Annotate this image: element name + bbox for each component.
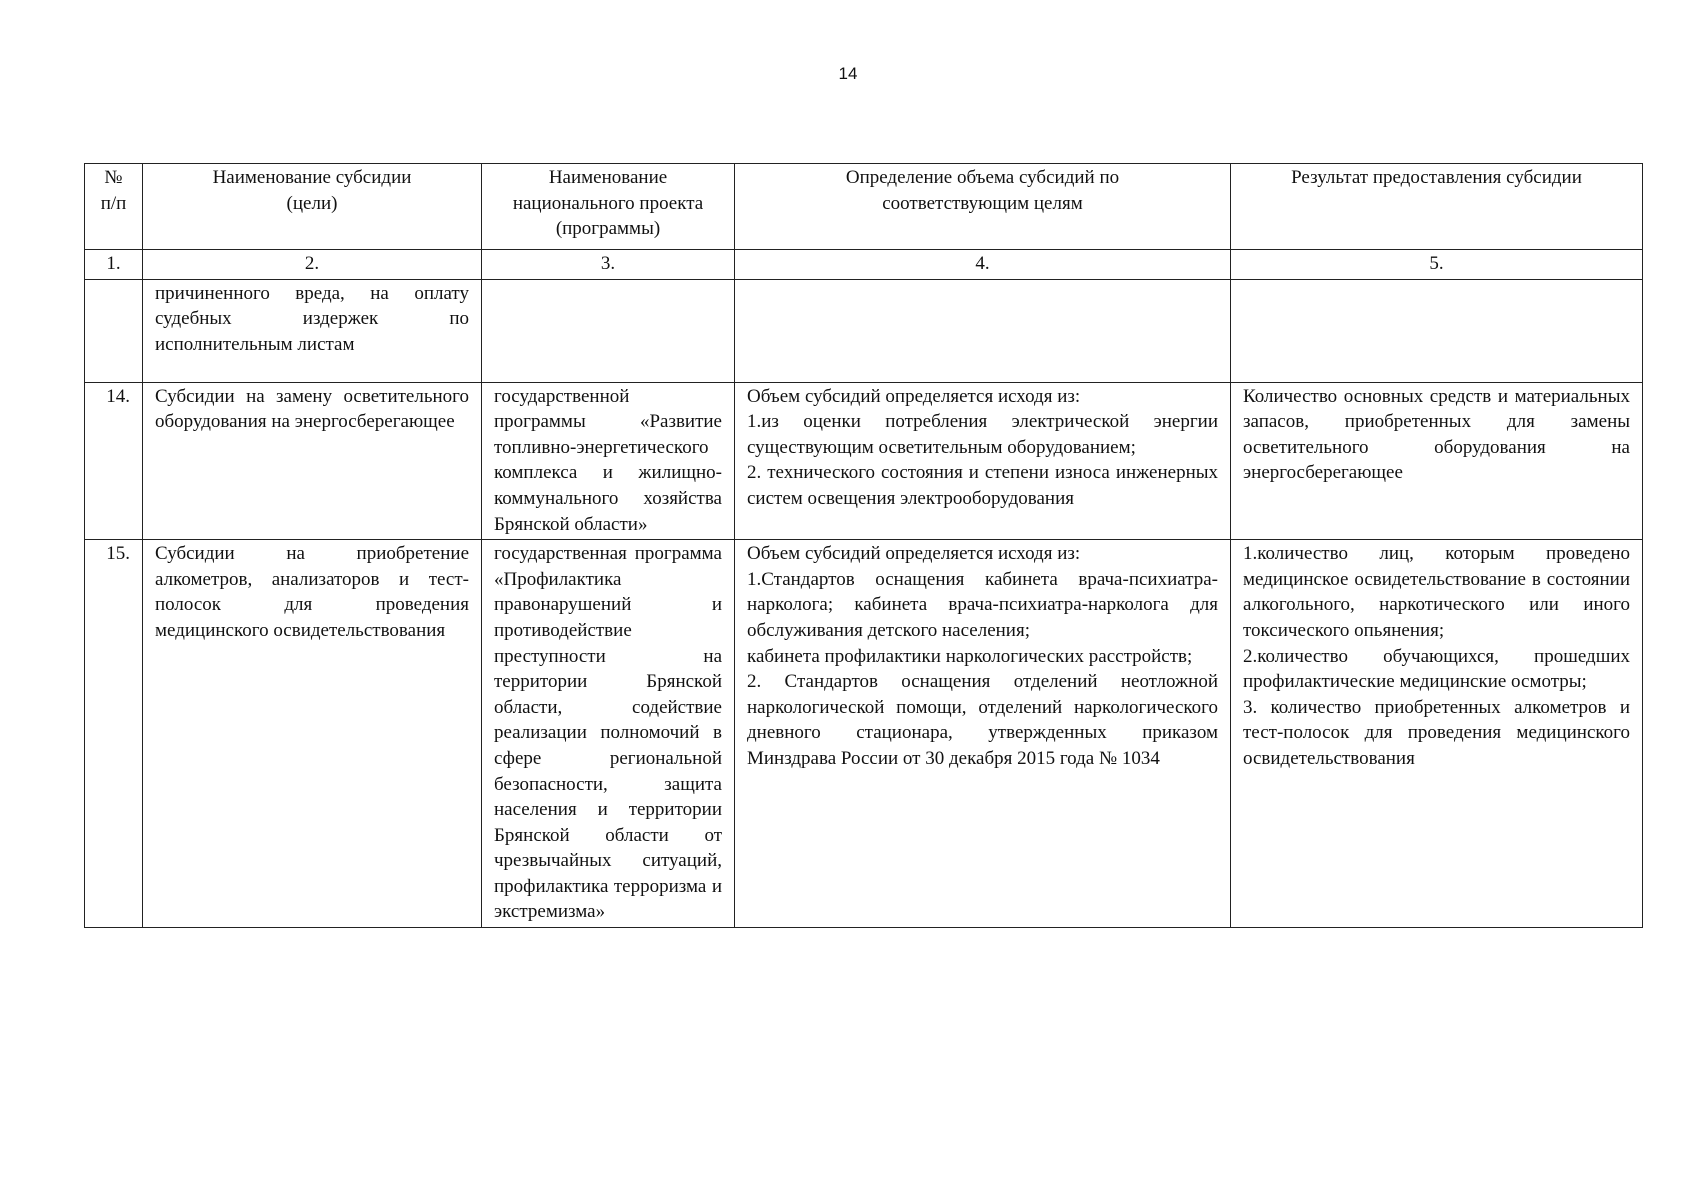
row-definition [735, 279, 1231, 382]
row-num: 15. [85, 540, 143, 928]
row-program: государственная программа «Профилактика правонарушений и противодействие преступности на территории Брянской области, содействие реализации полномочий в сфере региональной безопасности, защита населения и территории Брянской области от чрезвычайных ситуаций, профилактика терроризма и экстремизма» [482, 540, 735, 928]
row-program [482, 279, 735, 382]
row-result [1231, 382, 1643, 540]
row-definition [735, 382, 1231, 540]
row-program: государственной программы «Развитие топливно-энергетического комплекса и жилищно-коммунального хозяйства Брянской области» [482, 382, 735, 540]
definition-line: 2. технического состояния и степени износа инженерных систем освещения электрооборудования [747, 462, 1218, 509]
header-num: № п/п [85, 164, 143, 250]
header-row [85, 164, 1643, 250]
definition-line: 2. Стандартов оснащения отделений неотложной наркологической помощи, отделений наркологического дневного стационара, утвержденных приказом Минздрава России от 30 декабря 2015 года № 1034 [747, 671, 1218, 769]
colnum-5: 5. [1231, 250, 1643, 280]
colnum-4: 4. [735, 250, 1231, 280]
page-number: 14 [838, 64, 858, 83]
header-definition: Определение объема субсидий по соответствующим целям [735, 164, 1231, 250]
definition-line: 1.Стандартов оснащения кабинета врача-психиатра-нарколога; кабинета врача-психиатра-нарколога для обслуживания детского населения; [747, 568, 1218, 641]
header-result: Результат предоставления субсидии [1231, 164, 1643, 250]
table-row [85, 279, 1643, 382]
row-name: причиненного вреда, на оплату судебных издержек по исполнительным листам [143, 279, 482, 382]
result-line: 2.количество обучающихся, прошедших профилактические медицинские осмотры; [1243, 645, 1630, 693]
definition-line: кабинета профилактики наркологических расстройств; [747, 645, 1193, 667]
colnum-1: 1. [85, 250, 143, 280]
row-definition [735, 540, 1231, 928]
row-result [1231, 540, 1643, 928]
colnum-2: 2. [143, 250, 482, 280]
subsidies-table [84, 163, 1643, 928]
result-line: 3. количество приобретенных алкометров и тест-полосок для проведения медицинского освидетельствования [1243, 696, 1630, 769]
row-num [85, 279, 143, 382]
row-num: 14. [85, 382, 143, 540]
header-program: Наименование национального проекта (программы) [482, 164, 735, 250]
column-number-row [85, 250, 1643, 280]
table-row [85, 540, 1643, 928]
row-name: Субсидии на замену осветительного оборудования на энергосберегающее [143, 382, 482, 540]
result-line: 1.количество лиц, которым проведено медицинское освидетельствование в состоянии алкогольного, наркотического или иного токсического опьянения; [1243, 543, 1630, 641]
definition-line: Объем субсидий определяется исходя из: [747, 543, 1081, 565]
row-name: Субсидии на приобретение алкометров, анализаторов и тест-полосок для проведения медицинского освидетельствования [143, 540, 482, 928]
result-line: Количество основных средств и материальных запасов, приобретенных для замены осветительного оборудования на энергосберегающее [1243, 385, 1630, 484]
table-row [85, 382, 1643, 540]
row-result [1231, 279, 1643, 382]
header-name: Наименование субсидии (цели) [143, 164, 482, 250]
colnum-3: 3. [482, 250, 735, 280]
definition-line: Объем субсидий определяется исходя из: [747, 385, 1081, 407]
definition-line: 1.из оценки потребления электрической энергии существующим осветительным оборудованием; [747, 411, 1218, 458]
